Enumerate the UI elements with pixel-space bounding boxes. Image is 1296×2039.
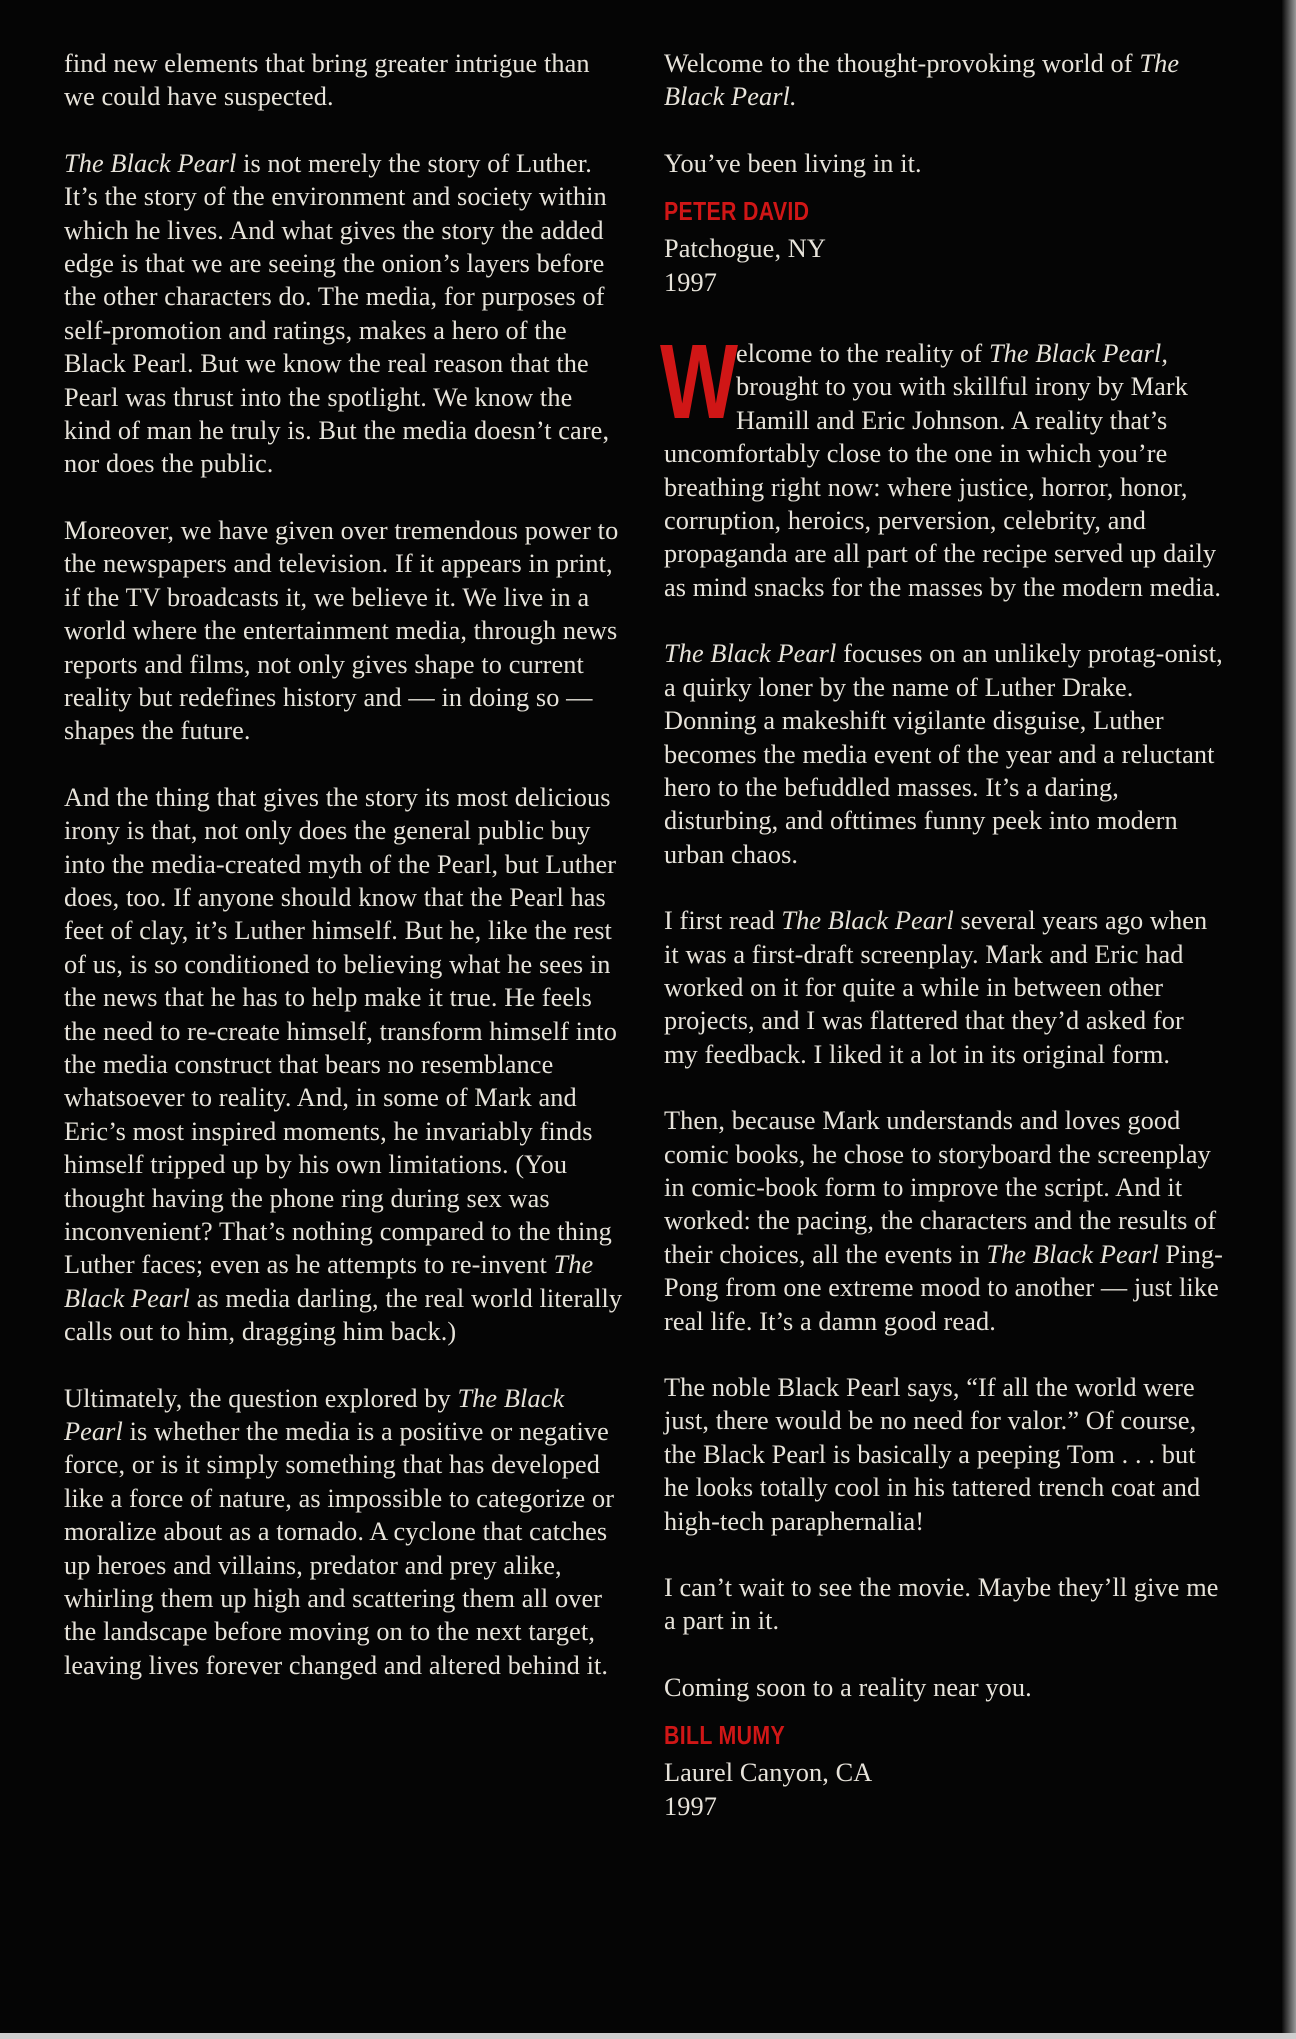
- place-year: 1997: [664, 267, 717, 297]
- paragraph-4: And the thing that gives the story its most delicious irony is that, not only does the general public buy into the media-created myth of the Pearl, but Luther does, too. If anyone should know that the Pearl has feet of clay, it’s Luther himself. But he, like the rest of us, is so conditioned to believing what he sees in the news that he has to help make it true. He feels the need to re-create himself, transform himself into the media construct that bears no resemblance whatsoever to reality. And, in some of Mark and Eric’s most inspired moments, he invariably finds himself tripped up by his own limitations. (You thought having the phone ring during sex was inconvenient? That’s nothing compared to the thing Luther faces; even as he attempts to re-invent The Black Pearl as media darling, the real world literally calls out to him, dragging him back.): [64, 782, 623, 1347]
- focus-paragraph: The Black Pearl focuses on an unlikely protag-onist, a quirky loner by the name of Luther Drake. Donning a makeshift vigilante disguise, Luther becomes the media event of the year and a reluctant hero to the befuddled masses. It’s a daring, disturbing, and ofttimes funny peek into modern urban chaos.: [664, 639, 1223, 869]
- place-year: 1997: [664, 1791, 717, 1821]
- coming-paragraph: Coming soon to a reality near you.: [664, 1672, 1032, 1702]
- noble-paragraph: The noble Black Pearl says, “If all the world were just, there would be no need for valor.” Of course, the Black Pearl is basically a peeping Tom . . . but he looks totally cool in his tattered trench coat and high-tech paraphernalia!: [664, 1373, 1201, 1536]
- place-bill-mumy: [664, 1756, 1224, 1823]
- paragraph-1: find new elements that bring greater intrigue than we could have suspected.: [64, 49, 590, 112]
- welcome-paragraph: Welcome to the thought-provoking world of The Black Pearl.: [664, 49, 1180, 112]
- place-city: Patchogue, NY: [664, 234, 826, 264]
- movie-paragraph: I can’t wait to see the movie. Maybe they’ll give me a part in it.: [664, 1573, 1219, 1636]
- place-city: Laurel Canyon, CA: [664, 1758, 873, 1788]
- book-title: The Black Pearl.: [664, 49, 1180, 112]
- intro-paragraph: W elcome to the reality of The Black Pearl, brought to you with skillful irony by Mark Hamill and Eric Johnson. A reality that’s uncomfortably close to the one in which you’re breathing right now: where justice, horror, honor, corruption, heroics, perversion, celebrity, and propaganda are all part of the recipe served up daily as mind snacks for the masses by the modern media.: [660, 323, 1222, 602]
- book-title: The Black Pearl: [781, 906, 954, 936]
- book-title: The Black Pearl: [986, 1239, 1159, 1269]
- book-title: The Black Pearl,: [988, 339, 1169, 369]
- byline-bill-mumy: BILL MUMY: [664, 1720, 786, 1751]
- page-edge-right: [1282, 0, 1296, 2039]
- left-column: [64, 47, 624, 1715]
- paragraph-2: The Black Pearl is not merely the story of Luther. It’s the story of the environment and society within which he lives. And what gives the story the added edge is that we are seeing the onion’s layers before the other characters do. The media, for purposes of self-promotion and ratings, makes a hero of the Black Pearl. But we know the real reason that the Pearl was thrust into the spotlight. We know the kind of man he truly is. But the media doesn’t care, nor does the public.: [64, 148, 610, 479]
- right-column: [660, 47, 1224, 1823]
- page-edge-bottom: [0, 2033, 1296, 2039]
- byline-peter-david: PETER DAVID: [664, 196, 810, 227]
- book-title: The Black Pearl: [64, 148, 237, 178]
- paragraph-5: Ultimately, the question explored by The Black Pearl is whether the media is a positive or negative force, or is it simply something that has developed like a force of nature, as impossible to categorize or moralize about as a tornado. A cyclone that catches up heroes and villains, predator and prey alike, whirling them up high and scattering them all over the landscape before moving on to the next target, leaving lives forever changed and altered behind it.: [64, 1383, 615, 1680]
- drop-cap: W: [660, 323, 739, 442]
- book-title: The Black Pearl: [64, 1250, 594, 1313]
- place-peter-david: [664, 232, 1224, 299]
- book-title: The Black Pearl: [664, 639, 837, 669]
- living-paragraph: You’ve been living in it.: [664, 148, 922, 178]
- paragraph-3: Moreover, we have given over tremendous power to the newspapers and television. If it appears in print, if the TV broadcasts it, we believe it. We live in a world where the entertainment media, through news reports and films, not only gives shape to current reality but redefines history and — in doing so — shapes the future.: [64, 515, 619, 746]
- then-paragraph: Then, because Mark understands and loves good comic books, he chose to storyboard the screenplay in comic-book form to improve the script. And it worked: the pacing, the characters and the results of their choices, all the events in The Black Pearl Ping-Pong from one extreme mood to another — just like real life. It’s a damn good read.: [664, 1106, 1223, 1336]
- book-title: The Black Pearl: [64, 1383, 565, 1447]
- read-paragraph: I first read The Black Pearl several years ago when it was a first-draft screenplay. Mark and Eric had worked on it for quite a while in between other projects, and I was flattered that they’d asked for my feedback. I liked it a lot in its original form.: [664, 906, 1208, 1069]
